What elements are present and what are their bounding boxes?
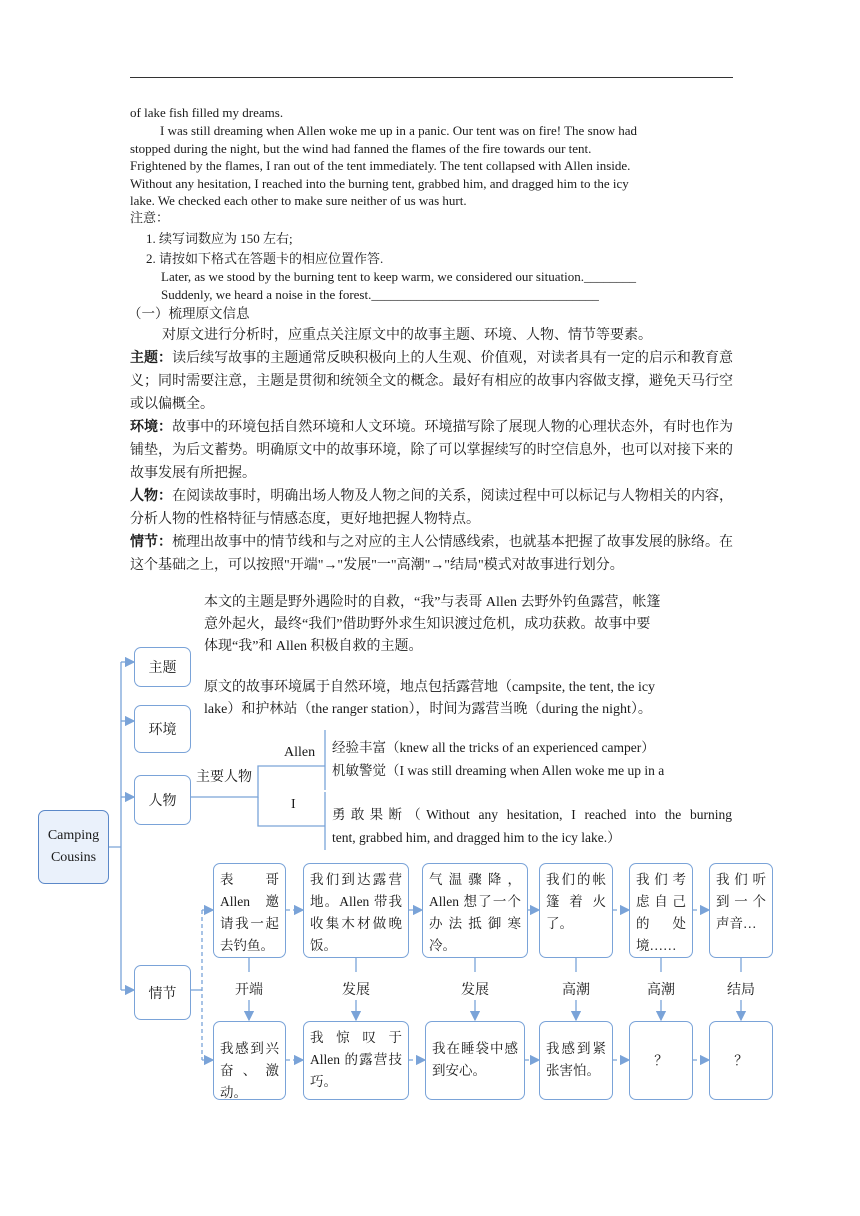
notes-title: 注意： [130, 210, 170, 225]
theme-description-line: 本文的主题是野外遇险时的自救，“我”与表哥 Allen 去野外钓鱼露营，帐篷 [204, 595, 661, 610]
mindmap-root [38, 810, 109, 884]
env-text: 故事中的环境包括自然环境和人文环境。环境描写除了展现人物的心理状态外，有时也作为铺垫，为后文蓄势。明确原文中的故事环境，除了可以掌握续写的时空信息外，也可以对接下来的故事发展有所把握。 [130, 420, 734, 481]
branch-theme: 主题 [134, 647, 191, 687]
story-line: lake. We checked each other to make sure neither of us was hurt. [130, 193, 467, 208]
root-trunk-line [109, 662, 121, 990]
branch-characters: 人物 [134, 775, 191, 825]
emotion-box: 我感到紧张害怕。 [539, 1021, 613, 1100]
plot-event-box: 我们听到一个声音… [709, 863, 773, 958]
env-description-line: 原文的故事环境属于自然环境，地点包括露营地（campsite, the tent, the icy [204, 680, 656, 695]
branch-environment: 环境 [134, 705, 191, 753]
notes-item: 2. 请按如下格式在答题卡的相应位置作答. [146, 251, 384, 266]
plot-event-box: 我们到达露营地。Allen 带我收集木材做晚饭。 [303, 863, 409, 958]
plot-event-box: 我们的帐篷着火了。 [539, 863, 613, 958]
root-line-1: Camping [47, 828, 100, 843]
notes-item: 1. 续写词数应为 150 左右; [146, 231, 293, 246]
root-line-2: Cousins [50, 850, 97, 865]
char-text: 在阅读故事时，明确出场人物及人物之间的关系，阅读过程中可以标记与人物相关的内容，分析人物的性格特征与情感态度，更好地把握人物特点。 [130, 489, 734, 527]
stage-label: 高潮 [562, 983, 590, 998]
emotion-box: 我 惊 叹 于 Allen 的露营技巧。 [303, 1021, 409, 1100]
env-description-line: lake）和护林站（the ranger station），时间为露营当晚（during the night）。 [204, 702, 652, 717]
plot-text: 梳理出故事中的情节线和与之对应的主人公情感线索，也就基本把握了故事发展的脉络。在这个基础之上，可以按照"开端"→"发展"一"高潮"→"结局"模式对故事进行划分。 [130, 535, 734, 573]
plot-event-box: 我们考虑自己的处境…… [629, 863, 693, 958]
i-trait: 勇敢果断（Without any hesitation, I reached into the burning [332, 807, 732, 822]
character-i: I [291, 797, 296, 812]
main-characters-label: 主要人物 [196, 770, 252, 785]
section-intro: 对原文进行分析时，应重点关注原文中的故事主题、环境、人物、情节等要素。 [162, 328, 652, 343]
story-line: Frightened by the flames, I ran out of the tent immediately. The tent collapsed with Allen inside. [130, 158, 631, 173]
emotion-box: 我感到兴奋、激动。 [213, 1021, 286, 1100]
stage-label: 开端 [235, 983, 263, 998]
stage-label: 发展 [342, 983, 370, 998]
env-label: 环境： [130, 420, 173, 435]
theme-text: 读后续写故事的主题通常反映积极向上的人生观、价值观，对读者具有一定的启示和教育意义；同时需要注意，主题是贯彻和统领全文的概念。最好有相应的故事内容做支撑，避免天马行空或以偏概全。 [130, 351, 734, 412]
plot-label: 情节： [130, 535, 173, 550]
stage-label: 高潮 [647, 983, 675, 998]
section-heading: （一）梳理原文信息 [128, 306, 250, 321]
theme-description-line: 意外起火，最终“我们”借助野外求生知识渡过危机，成功获救。故事中要 [204, 617, 651, 632]
plot-event-box: 气温骤降，Allen 想了一个办法抵御寒冷。 [422, 863, 528, 958]
emotion-box: 我在睡袋中感到安心。 [425, 1021, 525, 1100]
notes-format-line: Suddenly, we heard a noise in the forest.___________________________________ [161, 287, 599, 302]
emotion-box-unknown: ？ [629, 1021, 693, 1100]
plot-event-box: 表 哥 Allen 邀请我一起去钓鱼。 [213, 863, 286, 958]
story-line: of lake fish filled my dreams. [130, 105, 284, 120]
theme-description-line: 体现“我”和 Allen 积极自救的主题。 [204, 639, 423, 654]
allen-trait: 经验丰富（knew all the tricks of an experienced camper） [332, 740, 655, 755]
branch-plot: 情节 [134, 965, 191, 1020]
story-line: stopped during the night, but the wind had fanned the flames of the fire towards our tent. [130, 140, 592, 156]
stage-label: 结局 [727, 983, 755, 998]
allen-trait: 机敏警觉（I was still dreaming when Allen woke me up in a [332, 763, 665, 778]
story-line: Without any hesitation, I reached into the burning tent, grabbed him, and dragged him to the icy [130, 175, 629, 191]
char-label: 人物： [130, 489, 173, 504]
i-trait: tent, grabbed him, and dragged him to the icy lake.） [332, 830, 621, 845]
stage-label: 发展 [461, 983, 489, 998]
theme-label: 主题： [130, 351, 173, 366]
notes-format-line: Later, as we stood by the burning tent to keep warm, we considered our situation.________ [161, 269, 636, 284]
character-allen: Allen [284, 745, 316, 760]
story-line: I was still dreaming when Allen woke me up in a panic. Our tent was on fire! The snow had [160, 123, 638, 138]
emotion-box-unknown: ？ [709, 1021, 773, 1100]
